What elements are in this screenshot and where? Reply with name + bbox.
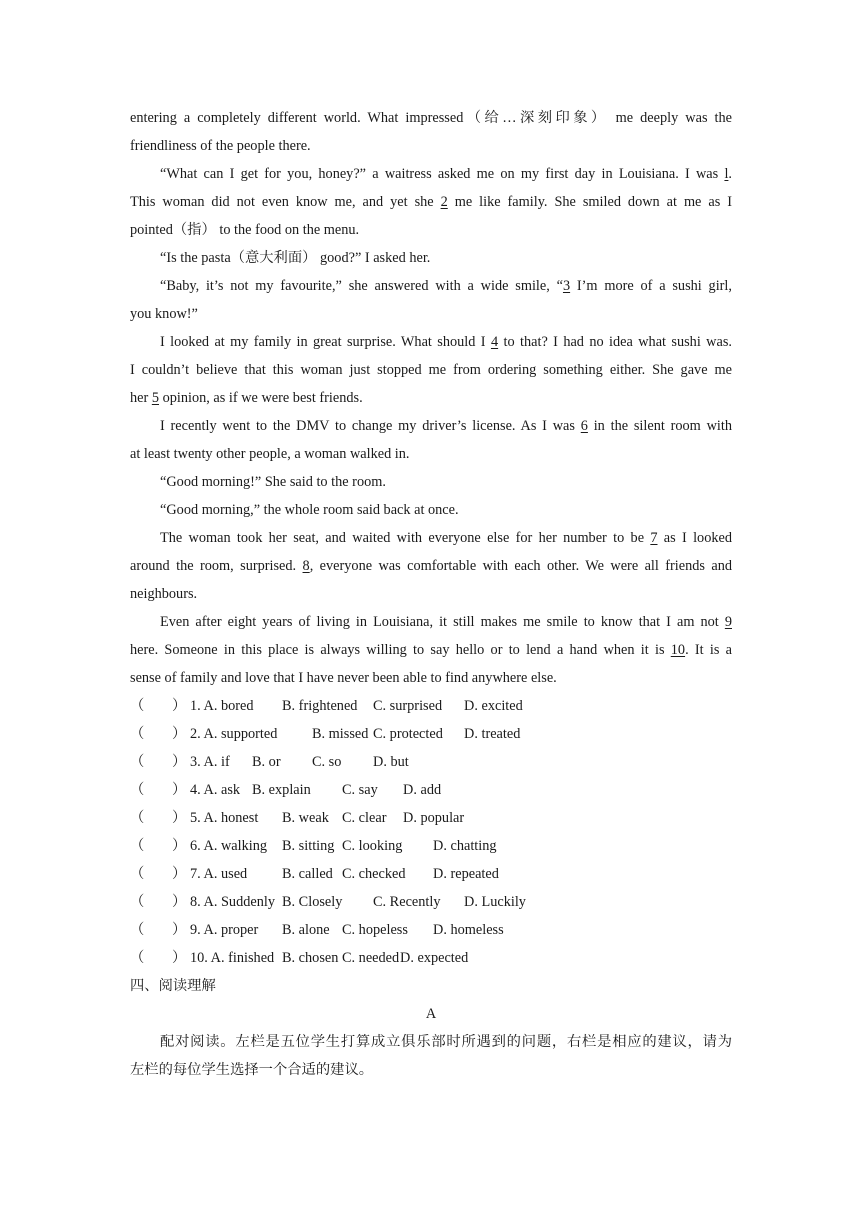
option-b: B. Closely — [282, 894, 343, 910]
option-d: D. treated — [464, 726, 521, 742]
option-a: 1. A. bored — [190, 698, 254, 714]
answer-paren-open: （ — [130, 866, 145, 882]
option-b: B. explain — [252, 782, 311, 798]
section-heading: 四、阅读理解 — [130, 978, 216, 994]
blank-6: 6 — [580, 418, 588, 434]
option-d: D. repeated — [433, 866, 499, 882]
answer-paren-close: ） — [172, 866, 187, 882]
answer-paren-open: （ — [130, 894, 145, 910]
answer-paren-close: ） — [172, 782, 187, 798]
option-d: D. homeless — [433, 922, 504, 938]
passage-line: This woman did not even know me, and yet she 2 me like family. She smiled down at me as I — [130, 194, 732, 210]
option-a: 10. A. finished — [190, 950, 275, 966]
blank-7: 7 — [650, 530, 658, 546]
blank-1: l — [724, 166, 729, 182]
question-row — [130, 748, 732, 776]
option-d: D. popular — [403, 810, 465, 826]
passage-line: The woman took her seat, and waited with everyone else for her number to be 7 as I looked — [160, 530, 732, 546]
option-d: D. excited — [464, 698, 523, 714]
option-d: D. chatting — [433, 838, 497, 854]
passage-line: friendliness of the people there. — [130, 138, 311, 154]
option-c: C. checked — [342, 866, 406, 882]
option-b: B. alone — [282, 922, 330, 938]
option-b: B. missed — [312, 726, 369, 742]
answer-paren-close: ） — [172, 838, 187, 854]
answer-paren-close: ） — [172, 950, 187, 966]
option-b: B. or — [252, 754, 281, 770]
blank-2: 2 — [440, 194, 448, 210]
passage-line: pointed（指） to the food on the menu. — [130, 222, 360, 238]
option-c: C. hopeless — [342, 922, 408, 938]
option-b: B. chosen — [282, 950, 339, 966]
question-row — [130, 944, 732, 972]
option-a: 2. A. supported — [190, 726, 278, 742]
blank-3: 3 — [562, 278, 571, 294]
passage-line: you know!” — [130, 306, 198, 322]
passage-line: around the room, surprised. 8, everyone was comfortable with each other. We were all friends and — [130, 558, 733, 574]
passage-line: “Good morning,” the whole room said back at once. — [160, 502, 459, 518]
passage-line: here. Someone in this place is always willing to say hello or to lend a hand when it is 10. It is a — [130, 642, 732, 658]
answer-paren-close: ） — [172, 922, 187, 938]
passage-line: “Is the pasta（意大利面） good?” I asked her. — [160, 250, 431, 266]
question-row — [130, 720, 732, 748]
option-c: C. so — [312, 754, 342, 770]
answer-paren-open: （ — [130, 922, 145, 938]
answer-paren-close: ） — [172, 894, 187, 910]
answer-paren-close: ） — [172, 754, 187, 770]
answer-paren-open: （ — [130, 810, 145, 826]
blank-10: 10 — [670, 642, 686, 658]
option-c: C. say — [342, 782, 378, 798]
answer-paren-open: （ — [130, 754, 145, 770]
question-row — [130, 832, 732, 860]
option-b: B. frightened — [282, 698, 358, 714]
passage-line: “Baby, it’s not my favourite,” she answered with a wide smile, “3 I’m more of a sushi girl, — [160, 278, 732, 294]
option-a: 9. A. proper — [190, 922, 259, 938]
answer-paren-open: （ — [130, 950, 145, 966]
option-b: B. sitting — [282, 838, 335, 854]
option-d: D. expected — [400, 950, 469, 966]
passage-line: I couldn’t believe that this woman just stopped me from ordering something either. She gave me — [130, 362, 732, 378]
instruction-line: 配对阅读。左栏是五位学生打算成立俱乐部时所遇到的问题，右栏是相应的建议，请为 — [160, 1034, 732, 1050]
passage-line: “What can I get for you, honey?” a waitress asked me on my first day in Louisiana. I was l. — [160, 166, 732, 182]
question-row — [130, 804, 732, 832]
answer-paren-open: （ — [130, 726, 145, 742]
answer-paren-open: （ — [130, 698, 145, 714]
blank-9: 9 — [724, 614, 732, 630]
passage-line: neighbours. — [130, 586, 198, 602]
question-row — [130, 776, 732, 804]
answer-paren-close: ） — [172, 810, 187, 826]
option-c: C. Recently — [373, 894, 441, 910]
option-c: C. clear — [342, 810, 387, 826]
option-a: 5. A. honest — [190, 810, 259, 826]
answer-paren-close: ） — [172, 698, 187, 714]
answer-paren-close: ） — [172, 726, 187, 742]
document-page — [130, 104, 732, 1084]
option-a: 4. A. ask — [190, 782, 241, 798]
instruction-line: 左栏的每位学生选择一个合适的建议。 — [130, 1062, 374, 1078]
passage-line: I recently went to the DMV to change my driver’s license. As I was 6 in the silent room with — [160, 418, 732, 434]
answer-paren-open: （ — [130, 782, 145, 798]
option-b: B. called — [282, 866, 333, 882]
option-d: D. but — [373, 754, 409, 770]
option-c: C. protected — [373, 726, 443, 742]
option-d: D. Luckily — [464, 894, 526, 910]
passage-line: Even after eight years of living in Louisiana, it still makes me smile to know that I am not 9 — [160, 614, 732, 630]
option-a: 6. A. walking — [190, 838, 268, 854]
passage-line: at least twenty other people, a woman walked in. — [130, 446, 410, 462]
part-title: A — [425, 1006, 437, 1022]
passage-line: entering a completely different world. What impressed（给…深刻印象） me deeply was the — [130, 110, 732, 126]
option-c: C. needed — [342, 950, 400, 966]
question-row — [130, 888, 732, 916]
question-row — [130, 916, 732, 944]
question-row — [130, 692, 732, 720]
question-row — [130, 860, 732, 888]
option-a: 7. A. used — [190, 866, 248, 882]
option-b: B. weak — [282, 810, 329, 826]
passage-line: I looked at my family in great surprise. What should I 4 to that? I had no idea what sushi was. — [160, 334, 732, 350]
passage-line: sense of family and love that I have never been able to find anywhere else. — [130, 670, 557, 686]
option-d: D. add — [403, 782, 442, 798]
option-a: 8. A. Suddenly — [190, 894, 275, 910]
option-c: C. looking — [342, 838, 403, 854]
blank-5: 5 — [151, 390, 159, 406]
passage-line: her 5 opinion, as if we were best friends. — [130, 390, 363, 406]
blank-8: 8 — [302, 558, 310, 574]
option-a: 3. A. if — [190, 754, 230, 770]
option-c: C. surprised — [373, 698, 443, 714]
answer-paren-open: （ — [130, 838, 145, 854]
blank-4: 4 — [490, 334, 499, 350]
passage-line: “Good morning!” She said to the room. — [160, 474, 386, 490]
